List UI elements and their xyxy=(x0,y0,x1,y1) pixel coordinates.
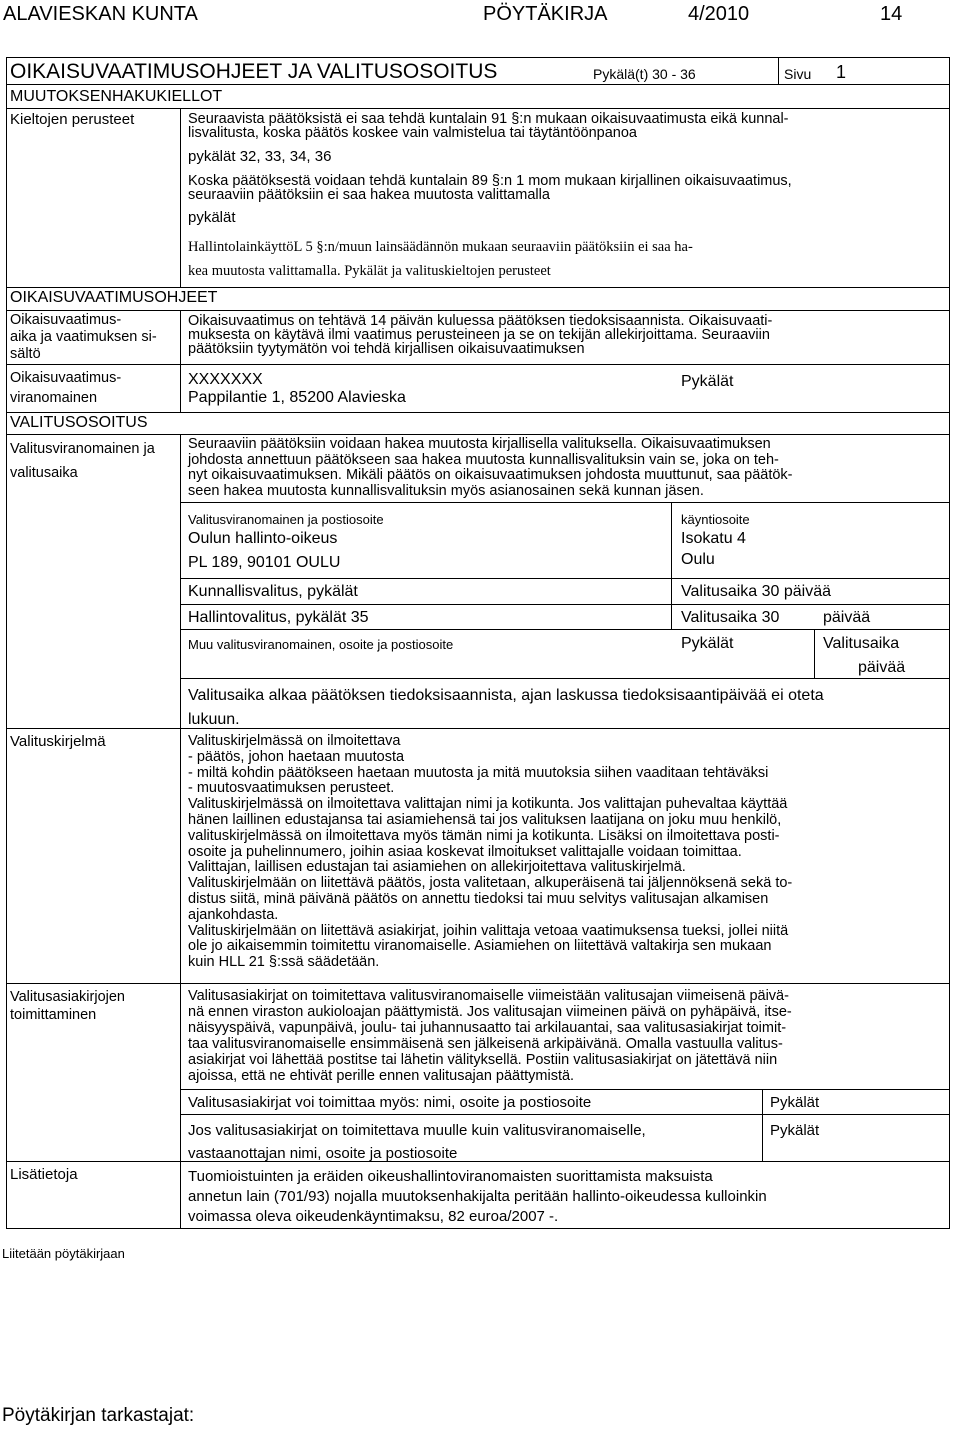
divider xyxy=(6,310,950,311)
kuntalaki-text: Koska päätöksestä voidaan tehdä kuntalain 89 §:n 1 mom mukaan kirjallinen oikaisuvaatimus, seuraaviin päätöksiin ei saa hakea muutosta valittamalla xyxy=(188,173,792,204)
appeal-heading: VALITUSOSOITUS xyxy=(10,414,148,431)
kuntalaki-sections: pykälät xyxy=(188,209,236,226)
court-street-address: Isokatu 4 xyxy=(681,530,746,547)
divider xyxy=(6,108,950,109)
restriction-sections: pykälät 32, 33, 34, 36 xyxy=(188,148,332,165)
other-authority-time: Valitusaika xyxy=(823,635,900,652)
divider xyxy=(6,434,950,435)
appeal-time-note: Valitusaika alkaa päätöksen tiedoksisaannista, ajan laskussa tiedoksisaantipäivää ei oteta lukuun. xyxy=(188,687,824,728)
municipal-appeal-time: Valitusaika 30 päivää xyxy=(681,583,832,600)
other-delivery-sections: Pykälät xyxy=(770,1122,820,1139)
admin-appeal-time: Valitusaika 30 xyxy=(681,609,780,626)
restriction-grounds-label: Kieltojen perusteet xyxy=(10,111,135,128)
rectification-authority-address: Pappilantie 1, 85200 Alavieska xyxy=(188,389,406,406)
delivery-text: Valitusasiakirjat on toimitettava valitusviranomaiselle viimeistään valitusajan viimeisenä päivä- nä ennen viraston aukioloajan päättymistä. Jos valitusajan viimeinen päivä on pyhäpäivä, itse- näisyyspäivä, vapunpäivä, joulu- tai juhannusaatto tai arkilauantai, saa valitusasiakirjat toimit- taa valitusviranomaiselle ensimmäisenä sen jälkeisenä arkipäivänä. Omalla vastuulla valitus- asiakirjat voi lähettää postitse tai lähetin välityksellä. Postiin valitusasiakirjat on jätettävä niin ajoissa, että ne ehtivät perille ennen valitusajan päättymistä. xyxy=(188,988,792,1084)
sections-label: Pykälä(t) 30 - 36 xyxy=(593,66,696,82)
other-delivery-text: Jos valitusasiakirjat on toimitettava muulle kuin valitusviranomaiselle, vastaanottajan nimi, osoite ja postiosoite xyxy=(188,1122,646,1162)
rectification-authority-name: XXXXXXX xyxy=(188,371,263,388)
delivery-address-label: Valitusasiakirjat voi toimittaa myös: nimi, osoite ja postiosoite xyxy=(188,1094,592,1111)
divider xyxy=(180,578,950,579)
divider xyxy=(180,604,950,605)
form-title: OIKAISUVAATIMUSOHJEET JA VALITUSOSOITUS xyxy=(10,60,498,83)
additional-info-text: Tuomioistuinten ja eräiden oikeushallintoviranomaisten suorittamista maksuista annetun lain (701/93) nojalla muutoksenhakijalta peritään hallinto-oikeudessa kulloinkin voimassa oleva oikeudenkäyntimaksu, 82 euroa/2007 -. xyxy=(188,1168,767,1225)
municipality-name: ALAVIESKAN KUNTA xyxy=(3,3,198,25)
divider xyxy=(671,502,672,629)
divider xyxy=(180,108,181,287)
rectification-heading: OIKAISUVAATIMUSOHJEET xyxy=(10,289,218,306)
divider xyxy=(180,434,181,1229)
divider xyxy=(180,629,950,630)
divider xyxy=(180,1089,950,1090)
other-authority-label: Muu valitusviranomainen, osoite ja postiosoite xyxy=(188,637,454,652)
admin-appeal-label: Hallintovalitus, pykälät 35 xyxy=(188,609,369,626)
form-page-value: 1 xyxy=(836,62,847,82)
restrictions-heading: MUUTOKSENHAKUKIELLOT xyxy=(10,88,223,105)
admin-appeal-days: päivää xyxy=(823,609,871,626)
divider xyxy=(814,629,815,678)
appeal-address-header: Valitusviranomainen ja postiosoite xyxy=(188,512,384,527)
divider xyxy=(762,1089,763,1161)
divider xyxy=(6,364,950,365)
divider xyxy=(180,1114,950,1115)
divider xyxy=(180,678,950,679)
reviewers-label: Pöytäkirjan tarkastajat: xyxy=(2,1405,195,1426)
municipal-appeal-label: Kunnallisvalitus, pykälät xyxy=(188,583,358,600)
other-authority-sections: Pykälät xyxy=(681,635,734,652)
page-number: 14 xyxy=(880,3,903,25)
issue-number: 4/2010 xyxy=(688,3,750,25)
attach-note: Liitetään pöytäkirjaan xyxy=(2,1246,125,1261)
other-authority-days: päivää xyxy=(858,659,906,676)
page-label: Sivu xyxy=(784,66,812,82)
divider xyxy=(6,983,950,984)
visit-address-header: käyntiosoite xyxy=(681,512,750,527)
appeal-authority-text: Seuraaviin päätöksiin voidaan hakea muutosta kirjallisella valituksella. Oikaisuvaatimuksen johdosta annettuun päätökseen saa hakea muutosta kunnallisvalituksin vain se, joka on teh- nyt oikaisuvaatimuksen. Mikäli päätös on oikaisuvaatimuksen johdosta muuttunut, saa päätök- seen hakea muutosta kunnallisvalituksin myös asianosainen sekä kunnan jäsen. xyxy=(188,436,793,499)
divider xyxy=(6,412,950,413)
court-city: Oulu xyxy=(681,551,715,568)
court-postal-address: PL 189, 90101 OULU xyxy=(188,554,341,571)
delivery-address-sections: Pykälät xyxy=(770,1094,820,1111)
rectification-time-label: Oikaisuvaatimus- aika ja vaatimuksen si- sältö xyxy=(10,312,157,362)
divider xyxy=(778,57,779,84)
rectification-authority-label: Oikaisuvaatimus- viranomainen xyxy=(10,370,122,406)
additional-info-label: Lisätietoja xyxy=(10,1166,78,1183)
court-name: Oulun hallinto-oikeus xyxy=(188,530,338,547)
rectification-authority-sections: Pykälät xyxy=(681,373,734,390)
document-type: PÖYTÄKIRJA xyxy=(483,3,608,25)
special-law-text: HallintolainkäyttöL 5 §:n/muun lainsäädännön mukaan seuraaviin päätöksiin ei saa ha- kea muutosta valittamalla. Pykälät ja valituskieltojen perusteet xyxy=(188,239,693,279)
divider xyxy=(6,287,950,288)
rectification-time-text: Oikaisuvaatimus on tehtävä 14 päivän kuluessa päätöksen tiedoksisaannista. Oikaisuvaati- muksesta on käytävä ilmi vaatimus perusteineen ja se on tekijän allekirjoittama. Seuraaviin päätöksiin tyytymätön voi tehdä kirjallisen oikaisuvaatimuksen xyxy=(188,313,773,358)
delivery-label: Valitusasiakirjojen toimittaminen xyxy=(10,989,125,1023)
divider xyxy=(6,84,950,85)
restriction-text: Seuraavista päätöksistä ei saa tehdä kuntalain 91 §:n mukaan oikaisuvaatimusta eikä kunnal- lisvalitusta, koska päätös koskee vain valmistelua tai täytäntöönpanoa xyxy=(188,111,789,142)
divider xyxy=(180,502,950,503)
appeal-document-label: Valituskirjelmä xyxy=(10,733,106,750)
divider xyxy=(180,310,181,412)
appeal-authority-label: Valitusviranomainen ja valitusaika xyxy=(10,441,155,481)
appeal-document-text: Valituskirjelmässä on ilmoitettava - päätös, johon haetaan muutosta - miltä kohdin päätökseen haetaan muutosta ja mitä muutoksia siihen vaaditaan tehtäväksi - muutosvaatimuksen perusteet. Valituskirjelmässä on ilmoitettava valittajan nimi ja kotikunta. Jos valittajan puhevaltaa käyttää hänen laillinen edustajansa tai asiamiehensä tai jos valituksen laatijana on joku muu henkilö, valituskirjelmässä on ilmoitettava myös tämän nimi ja kotikunta. Lisäksi on ilmoitettava posti- osoite ja puhelinnumero, joihin asiaa koskevat ilmoitukset valittajalle voidaan toimittaa. Valittajan, laillisen edustajan tai asiamiehen on allekirjoitettava valituskirjelmä. Valituskirjelmään on liitettävä päätös, josta valitetaan, alkuperäisenä tai jäljennöksenä sekä to- distus siitä, minä päivänä päätös on annettu tiedoksi tai muu selvitys valitusajan alkamisen ajankohdasta. Valituskirjelmään on liitettävä asiakirjat, joihin valittaja vetoaa vaatimuksensa tueksi, jollei niitä ole jo aikaisemmin toimitettu viranomaiselle. Asiamiehen on liitettävä valtakirja sen mukaan kuin HLL 21 §:ssä säädetään. xyxy=(188,733,793,971)
